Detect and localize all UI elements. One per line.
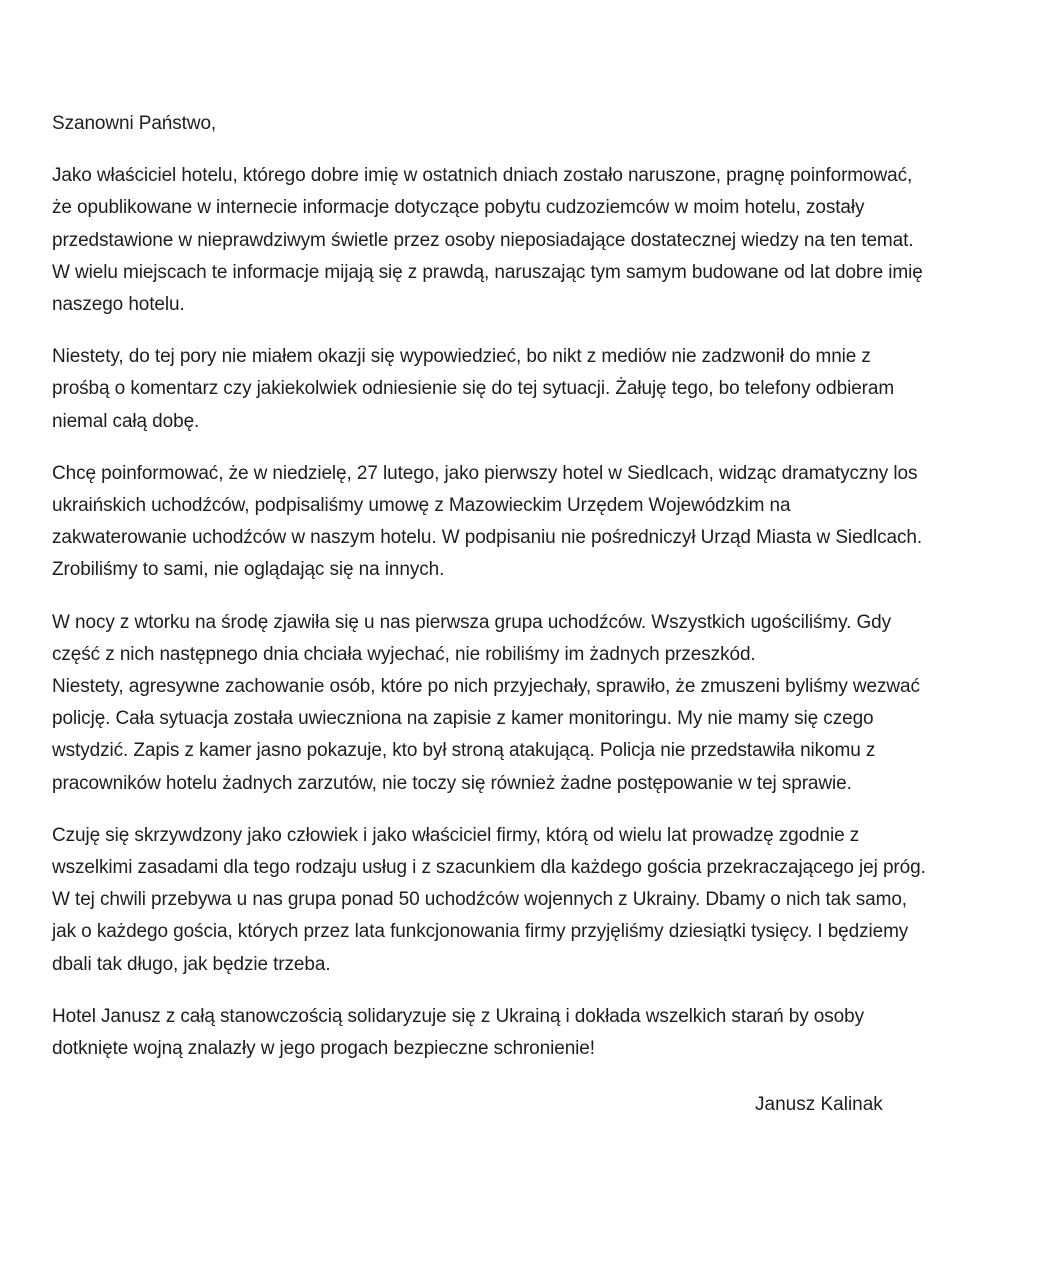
text-line: Czuję się skrzywdzony jako człowiek i jako właściciel firmy, którą od wielu lat prowadzę zgodnie z	[52, 824, 860, 846]
text-line: jak o każdego gościa, których przez lata funkcjonowania firmy przyjęliśmy dziesiątki tysięcy. I będziemy	[52, 921, 909, 943]
text-line: Zrobiliśmy to sami, nie oglądając się na innych.	[52, 559, 445, 581]
text-line: dotknięte wojną znalazły w jego progach bezpieczne schronienie!	[52, 1038, 595, 1060]
text-line: W tej chwili przebywa u nas grupa ponad 50 uchodźców wojennych z Ukrainy. Dbamy o nich tak samo,	[52, 889, 907, 911]
text-line: wstydzić. Zapis z kamer jasno pokazuje, kto był stroną atakującą. Policja nie przedstawiła nikomu z	[52, 740, 876, 762]
text-line: ukraińskich uchodźców, podpisaliśmy umowę z Mazowieckim Urzędem Wojewódzkim na	[52, 495, 791, 517]
text-line: W wielu miejscach te informacje mijają się z prawdą, naruszając tym samym budowane od lat dobre imię	[52, 261, 923, 283]
text-line: Hotel Janusz z całą stanowczością solidaryzuje się z Ukrainą i dokłada wszelkich starań by osoby	[52, 1005, 865, 1027]
text-line: Jako właściciel hotelu, którego dobre imię w ostatnich dniach zostało naruszone, pragnę poinformować,	[52, 165, 913, 187]
text-line: pracowników hotelu żadnych zarzutów, nie toczy się również żadne postępowanie w tej sprawie.	[52, 772, 852, 794]
greeting: Szanowni Państwo,	[52, 113, 217, 134]
text-line: Chcę poinformować, że w niedzielę, 27 lutego, jako pierwszy hotel w Siedlcach, widząc dramatyczny los	[52, 462, 918, 484]
paragraph-5	[52, 820, 1037, 981]
text-line: wszelkimi zasadami dla tego rodzaju usług i z szacunkiem dla każdego gościa przekraczającego jej próg.	[52, 857, 926, 879]
letter-body	[52, 108, 1037, 1085]
paragraph-3	[52, 458, 1037, 587]
text-line: przedstawione w nieprawdziwym świetle przez osoby nieposiadające dostatecznej wiedzy na ten temat.	[52, 229, 914, 251]
signature: Janusz Kalinak	[755, 1094, 883, 1115]
text-line: naszego hotelu.	[52, 294, 185, 316]
text-line: W nocy z wtorku na środę zjawiła się u nas pierwsza grupa uchodźców. Wszystkich ugościliśmy. Gdy	[52, 611, 892, 633]
text-line: że opublikowane w internecie informacje dotyczące pobytu cudzoziemców w moim hotelu, zostały	[52, 197, 865, 219]
paragraph-2	[52, 341, 1037, 438]
paragraph-1	[52, 160, 1037, 321]
text-line: prośbą o komentarz czy jakiekolwiek odniesienie się do tej sytuacji. Żałuję tego, bo telefony odbieram	[52, 378, 895, 400]
text-line: policję. Cała sytuacja została uwieczniona na zapisie z kamer monitoringu. My nie mamy się czego	[52, 708, 874, 730]
text-line: Niestety, do tej pory nie miałem okazji się wypowiedzieć, bo nikt z mediów nie zadzwonił do mnie z	[52, 346, 871, 368]
text-line: zakwaterowanie uchodźców w naszym hotelu. W podpisaniu nie pośredniczył Urząd Miasta w Siedlcach.	[52, 527, 922, 549]
text-line: dbali tak długo, jak będzie trzeba.	[52, 953, 331, 975]
text-line: niemal całą dobę.	[52, 410, 200, 432]
paragraph-4	[52, 607, 1037, 800]
text-line: część z nich następnego dnia chciała wyjechać, nie robiliśmy im żadnych przeszkód.	[52, 643, 756, 665]
paragraph-6	[52, 1001, 1037, 1065]
text-line: Niestety, agresywne zachowanie osób, które po nich przyjechały, sprawiło, że zmuszeni byliśmy wezwać	[52, 676, 920, 698]
